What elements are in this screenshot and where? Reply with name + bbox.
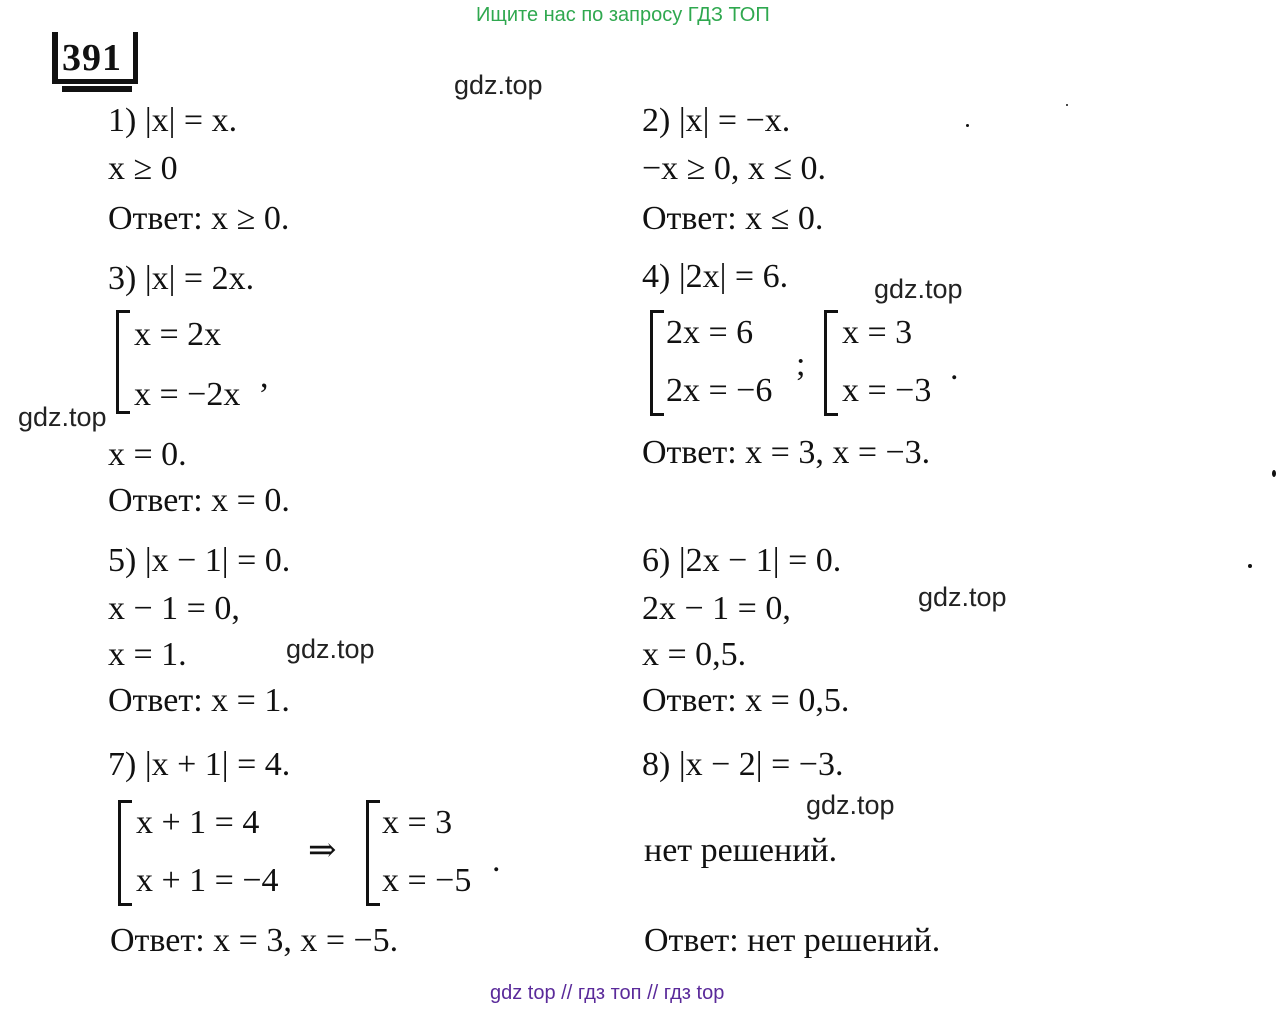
p4-system-b-bracket	[824, 310, 838, 416]
p2-title: 2) |x| = −x.	[642, 102, 791, 139]
p8-answer: Ответ: нет решений.	[644, 922, 941, 959]
p4-system-end: .	[950, 350, 959, 387]
problem-number-box	[52, 32, 138, 84]
p5-line1: x − 1 = 0,	[108, 590, 240, 627]
problem-number: 391	[62, 37, 122, 79]
p6-title: 6) |2x − 1| = 0.	[642, 542, 842, 579]
p2-answer: Ответ: x ≤ 0.	[642, 200, 824, 237]
p3-line1: x = 0.	[108, 436, 187, 473]
watermark-3: gdz.top	[18, 402, 107, 432]
watermark-5: gdz.top	[286, 634, 375, 664]
p3-title: 3) |x| = 2x.	[108, 260, 255, 297]
p7-system-b-eq1: x = 3	[382, 804, 453, 841]
p7-system-a-eq2: x + 1 = −4	[136, 862, 279, 899]
p7-title: 7) |x + 1| = 4.	[108, 746, 291, 783]
p7-system-a-bracket	[118, 800, 132, 906]
p3-answer: Ответ: x = 0.	[108, 482, 290, 519]
p7-system-b-eq2: x = −5	[382, 862, 472, 899]
p8-title: 8) |x − 2| = −3.	[642, 746, 844, 783]
problem-number-underline	[62, 86, 132, 92]
scan-speck	[1066, 104, 1068, 106]
p4-title: 4) |2x| = 6.	[642, 258, 789, 295]
p4-separator: ;	[796, 346, 806, 383]
p4-system-b-eq2: x = −3	[842, 372, 932, 409]
p4-system-b-eq1: x = 3	[842, 314, 913, 351]
p4-system-a-eq2: 2x = −6	[666, 372, 773, 409]
p3-system-eq1: x = 2x	[134, 316, 222, 353]
p6-line2: x = 0,5.	[642, 636, 747, 673]
scan-speck	[1248, 564, 1252, 568]
p1-title: 1) |x| = x.	[108, 102, 238, 139]
p2-line1: −x ≥ 0, x ≤ 0.	[642, 150, 826, 187]
p3-system-eq2: x = −2x	[134, 376, 241, 413]
scan-speck	[966, 124, 969, 127]
p1-line1: x ≥ 0	[108, 150, 178, 187]
p5-answer: Ответ: x = 1.	[108, 682, 290, 719]
scan-speck	[1272, 470, 1276, 477]
p7-system-b-bracket	[366, 800, 380, 906]
p4-system-a-eq1: 2x = 6	[666, 314, 754, 351]
p1-answer: Ответ: x ≥ 0.	[108, 200, 290, 237]
p8-line1: нет решений.	[644, 832, 838, 869]
p7-system-end: .	[492, 842, 501, 879]
watermark-2: gdz.top	[874, 274, 963, 304]
p3-system-bracket	[116, 310, 130, 414]
top-banner: Ищите нас по запросу ГДЗ ТОП	[476, 4, 770, 26]
p5-line2: x = 1.	[108, 636, 187, 673]
watermark-4: gdz.top	[918, 582, 1007, 612]
p5-title: 5) |x − 1| = 0.	[108, 542, 291, 579]
p3-system-end: ,	[260, 358, 269, 395]
p4-answer: Ответ: x = 3, x = −3.	[642, 434, 931, 471]
p7-system-a-eq1: x + 1 = 4	[136, 804, 260, 841]
watermark-1: gdz.top	[454, 70, 543, 100]
p7-answer: Ответ: x = 3, x = −5.	[110, 922, 399, 959]
p4-system-a-bracket	[650, 310, 664, 416]
footer-links: gdz top // гдз топ // гдз top	[490, 982, 725, 1004]
watermark-6: gdz.top	[806, 790, 895, 820]
p7-implies-arrow: ⇒	[308, 832, 337, 869]
p6-line1: 2x − 1 = 0,	[642, 590, 791, 627]
p6-answer: Ответ: x = 0,5.	[642, 682, 850, 719]
